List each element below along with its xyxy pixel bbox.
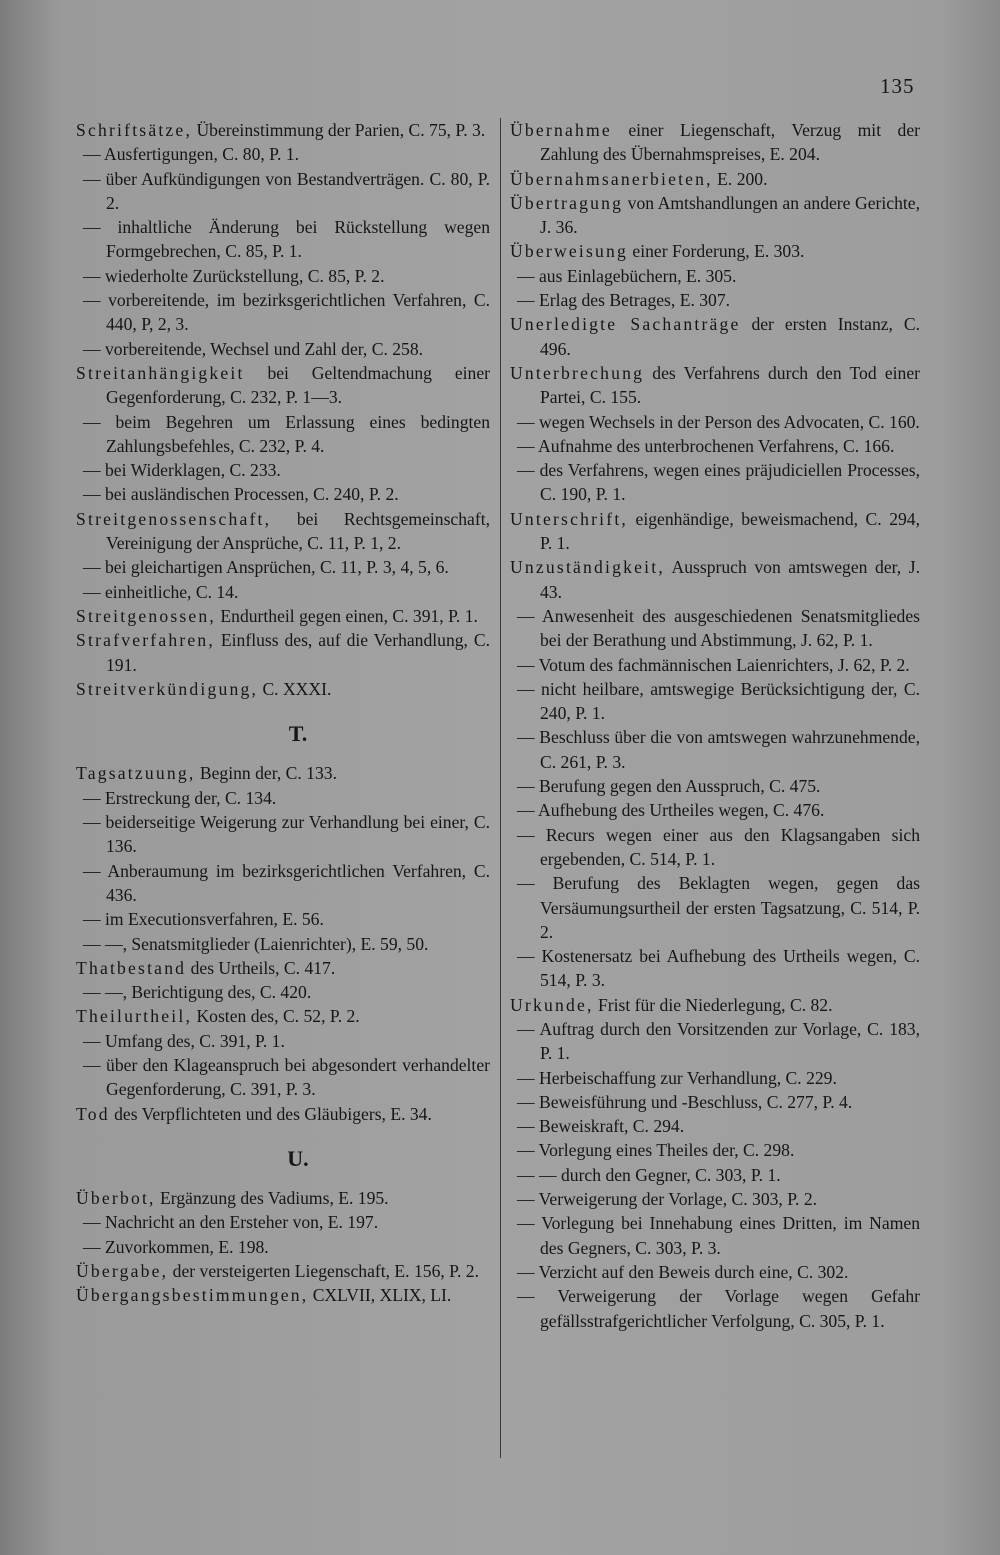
index-subentry bbox=[76, 980, 490, 1004]
entry-headword: Schriftsätze, bbox=[76, 120, 193, 140]
entry-text: — Recurs wegen einer aus den Klagsangaben sich ergebenden, C. 514, P. 1. bbox=[517, 824, 920, 869]
index-subentry bbox=[76, 555, 490, 579]
index-subentry bbox=[510, 1066, 920, 1090]
index-subentry bbox=[510, 1163, 920, 1187]
entry-text: — vorbereitende, im bezirksgerichtlichen Verfahren, C. 440, P, 2, 3. bbox=[83, 290, 490, 335]
entry-text: Ergänzung des Vadiums, E. 195. bbox=[155, 1188, 389, 1209]
entry-text: Kosten des, C. 52, P. 2. bbox=[192, 1006, 360, 1027]
entry-text: Beginn der, C. 133. bbox=[195, 763, 337, 784]
entry-text: — Erlag des Betrages, E. 307. bbox=[517, 290, 731, 311]
entry-text: — Anberaumung im bezirksgerichtlichen Verfahren, C. 436. bbox=[83, 860, 490, 905]
index-entry bbox=[76, 1102, 490, 1126]
entry-headword: Streitgenossenschaft, bbox=[76, 508, 272, 529]
entry-text: — Nachricht an den Ersteher von, E. 197. bbox=[83, 1212, 379, 1233]
entry-headword: Unzuständigkeit, bbox=[510, 557, 665, 578]
entry-text: — vorbereitende, Wechsel und Zahl der, C. 258. bbox=[83, 338, 424, 359]
index-subentry bbox=[76, 1210, 490, 1234]
index-subentry bbox=[510, 823, 920, 872]
index-subentry bbox=[76, 337, 490, 361]
right-column bbox=[510, 118, 920, 1333]
entry-text: — bei Widerklagen, C. 233. bbox=[83, 460, 281, 481]
index-subentry bbox=[76, 580, 490, 604]
index-subentry bbox=[510, 1211, 920, 1260]
entry-headword: Tod bbox=[76, 1103, 110, 1124]
index-entry bbox=[510, 361, 920, 410]
index-entry bbox=[76, 1186, 490, 1210]
entry-text: — inhaltliche Änderung bei Rückstellung wegen Formgebrechen, C. 85, P. 1. bbox=[83, 217, 490, 262]
entry-text: — Beweiskraft, C. 294. bbox=[517, 1116, 685, 1137]
entry-headword: Übertragung bbox=[510, 192, 624, 213]
index-subentry bbox=[510, 288, 920, 312]
entry-text: — Auftrag durch den Vorsitzenden zur Vorlage, C. 183, P. 1. bbox=[517, 1018, 920, 1064]
entry-text: — Kostenersatz bei Aufhebung des Urtheils wegen, C. 514, P. 3. bbox=[517, 946, 920, 991]
index-subentry bbox=[510, 798, 920, 822]
entry-text: bei Geltendmachung einer Gegenforderung, C. 232, P. 1—3. bbox=[106, 362, 490, 408]
index-entry bbox=[76, 604, 490, 628]
index-entry bbox=[510, 507, 920, 556]
entry-headword: Streitgenossen, bbox=[76, 605, 217, 626]
entry-headword: Unterschrift, bbox=[510, 508, 629, 529]
entry-text: — über Aufkündigungen von Bestandverträgen. C. 80, P. 2. bbox=[83, 168, 490, 213]
entry-text: — Erstreckung der, C. 134. bbox=[83, 787, 277, 808]
entry-headword: Strafverfahren, bbox=[76, 630, 215, 651]
entry-text: — —, Senatsmitglieder (Laienrichter), E. 59, 50. bbox=[83, 933, 429, 954]
index-entry bbox=[76, 628, 490, 677]
index-subentry bbox=[510, 1284, 920, 1333]
entry-headword: Streitverkündigung, bbox=[76, 678, 259, 699]
index-entry bbox=[510, 191, 920, 240]
entry-text: von Amtshandlungen an andere Gerichte, J. 36. bbox=[540, 192, 920, 238]
entry-text: der ersten Instanz, C. 496. bbox=[540, 314, 920, 359]
index-subentry bbox=[76, 1029, 490, 1053]
index-subentry bbox=[510, 434, 920, 458]
index-subentry bbox=[510, 677, 920, 726]
index-entry bbox=[510, 167, 920, 191]
entry-text: — Aufnahme des unterbrochenen Verfahrens, C. 166. bbox=[517, 435, 895, 456]
index-subentry bbox=[510, 774, 920, 798]
index-subentry bbox=[510, 1138, 920, 1162]
index-subentry bbox=[510, 944, 920, 993]
entry-text: — einheitliche, C. 14. bbox=[83, 581, 239, 602]
entry-text: — Verweigerung der Vorlage, C. 303, P. 2. bbox=[517, 1189, 818, 1210]
entry-text: des Urtheils, C. 417. bbox=[186, 957, 336, 978]
entry-headword: Übergabe, bbox=[76, 1261, 169, 1282]
entry-text: des Verfahrens durch den Tod einer Partei, C. 155. bbox=[540, 362, 920, 408]
index-subentry bbox=[76, 907, 490, 931]
index-entry bbox=[510, 118, 920, 167]
entry-text: — des Verfahrens, wegen eines präjudiciellen Processes, C. 190, P. 1. bbox=[517, 460, 920, 505]
entry-text: — Berufung des Beklagten wegen, gegen das Versäumungsurtheil der ersten Tagsatzung, C. 514, P. 2. bbox=[517, 873, 920, 942]
entry-text: — Umfang des, C. 391, P. 1. bbox=[83, 1030, 285, 1051]
entry-text: — Verzicht auf den Beweis durch eine, C. 302. bbox=[517, 1261, 849, 1282]
left-column bbox=[76, 118, 490, 1308]
entry-headword: Unterbrechung bbox=[510, 362, 645, 383]
index-entry bbox=[510, 993, 920, 1017]
entry-text: Ausspruch von amtswegen der, J. 43. bbox=[540, 557, 920, 602]
index-subentry bbox=[76, 1053, 490, 1102]
entry-text: — über den Klageanspruch bei abgesondert verhandelter Gegenforderung, C. 391, P. 3. bbox=[83, 1054, 490, 1100]
entry-text: — wegen Wechsels in der Person des Advocaten, C. 160. bbox=[517, 411, 920, 432]
index-entry bbox=[510, 555, 920, 604]
section-letter: T. bbox=[288, 721, 308, 747]
index-subentry bbox=[76, 215, 490, 264]
entry-text: CXLVII, XLIX, LI. bbox=[308, 1285, 452, 1306]
entry-headword: Übernahmsanerbieten, bbox=[510, 168, 713, 189]
index-subentry bbox=[510, 410, 920, 434]
index-subentry bbox=[76, 167, 490, 216]
index-subentry bbox=[510, 264, 920, 288]
entry-headword: Unerledigte Sachanträge bbox=[510, 314, 741, 335]
entry-text: — wiederholte Zurückstellung, C. 85, P. 2. bbox=[83, 265, 385, 286]
index-subentry bbox=[510, 1114, 920, 1138]
entry-text: — bei ausländischen Processen, C. 240, P. 2. bbox=[83, 484, 399, 505]
index-subentry bbox=[76, 458, 490, 482]
entry-text: — aus Einlagebüchern, E. 305. bbox=[517, 265, 737, 286]
entry-headword: Übergangsbestimmungen, bbox=[76, 1285, 309, 1306]
index-subentry bbox=[76, 264, 490, 288]
index-subentry bbox=[76, 142, 490, 166]
index-entry bbox=[510, 239, 920, 263]
index-entry bbox=[76, 1259, 490, 1283]
entry-text: Übereinstimmung der Parien, C. 75, P. 3. bbox=[192, 120, 486, 140]
entry-text: Einfluss des, auf die Verhandlung, C. 191. bbox=[106, 630, 490, 675]
entry-text: — bei gleichartigen Ansprüchen, C. 11, P. 3, 4, 5, 6. bbox=[83, 557, 449, 578]
index-entry bbox=[76, 956, 490, 980]
index-subentry bbox=[510, 1090, 920, 1114]
index-entry bbox=[76, 507, 490, 556]
entry-text: Frist für die Niederlegung, C. 82. bbox=[593, 994, 833, 1015]
index-subentry bbox=[76, 786, 490, 810]
entry-text: einer Forderung, E. 303. bbox=[628, 241, 805, 262]
entry-text: eigenhändige, beweismachend, C. 294, P. 1. bbox=[540, 508, 920, 554]
entry-text: — Vorlegung bei Innehabung eines Dritten, im Namen des Gegners, C. 303, P. 3. bbox=[517, 1213, 920, 1258]
entry-headword: Theilurtheil, bbox=[76, 1006, 193, 1027]
entry-text: — Berufung gegen den Ausspruch, C. 475. bbox=[517, 776, 821, 797]
entry-text: — beiderseitige Weigerung zur Verhandlung bei einer, C. 136. bbox=[83, 812, 490, 857]
entry-headword: Überweisung bbox=[510, 241, 629, 262]
index-entry bbox=[76, 677, 490, 701]
entry-text: Endurtheil gegen einen, C. 391, P. 1. bbox=[216, 605, 478, 626]
entry-text: des Verpflichteten und des Gläubigers, E. 34. bbox=[109, 1103, 432, 1124]
entry-headword: Streitanhängigkeit bbox=[76, 362, 245, 383]
index-subentry bbox=[76, 932, 490, 956]
entry-text: — im Executionsverfahren, E. 56. bbox=[83, 909, 324, 930]
entry-text: — Vorlegung eines Theiles der, C. 298. bbox=[517, 1140, 795, 1161]
entry-text: der versteigerten Liegenschaft, E. 156, P. 2. bbox=[168, 1261, 479, 1282]
entry-text: — nicht heilbare, amtswegige Berücksichtigung der, C. 240, P. 1. bbox=[517, 678, 920, 724]
page-number: 135 bbox=[880, 74, 915, 98]
entry-text: — — durch den Gegner, C. 303, P. 1. bbox=[517, 1164, 781, 1185]
entry-headword: Überbot, bbox=[76, 1188, 156, 1209]
entry-headword: Übernahme bbox=[510, 120, 612, 140]
index-subentry bbox=[76, 410, 490, 459]
entry-headword: Tagsatzuung, bbox=[76, 763, 196, 784]
entry-text: — Zuvorkommen, E. 198. bbox=[83, 1236, 269, 1257]
index-entry bbox=[76, 1283, 490, 1307]
index-subentry bbox=[510, 725, 920, 774]
index-subentry bbox=[510, 604, 920, 653]
entry-headword: Urkunde, bbox=[510, 994, 594, 1015]
index-subentry bbox=[510, 653, 920, 677]
entry-text: C. XXXI. bbox=[258, 678, 332, 699]
index-subentry bbox=[510, 871, 920, 944]
index-entry bbox=[76, 118, 490, 142]
index-subentry bbox=[76, 1235, 490, 1259]
index-subentry bbox=[76, 482, 490, 506]
entry-text: — Ausfertigungen, C. 80, P. 1. bbox=[83, 144, 300, 165]
column-divider bbox=[500, 118, 501, 1458]
entry-text: — Beschluss über die von amtswegen wahrzunehmende, C. 261, P. 3. bbox=[517, 727, 920, 772]
index-entry bbox=[510, 312, 920, 361]
entry-text: — —, Berichtigung des, C. 420. bbox=[83, 982, 312, 1003]
entry-text: bei Rechtsgemeinschaft, Vereinigung der Ansprüche, C. 11, P. 1, 2. bbox=[106, 508, 490, 554]
index-subentry bbox=[510, 1017, 920, 1066]
index-entry bbox=[76, 1004, 490, 1028]
index-subentry bbox=[76, 859, 490, 908]
entry-text: einer Liegenschaft, Verzug mit der Zahlung des Übernahmspreises, E. 204. bbox=[540, 120, 920, 165]
entry-text: E. 200. bbox=[712, 168, 768, 189]
section-letter: U. bbox=[287, 1145, 309, 1171]
index-subentry bbox=[76, 810, 490, 859]
entry-text: — Herbeischaffung zur Verhandlung, C. 229. bbox=[517, 1067, 837, 1088]
index-subentry bbox=[510, 458, 920, 507]
entry-headword: Thatbestand bbox=[76, 957, 187, 978]
entry-text: — Aufhebung des Urtheiles wegen, C. 476. bbox=[517, 800, 825, 821]
entry-text: — Verweigerung der Vorlage wegen Gefahr gefällsstrafgerichtlicher Verfolgung, C. 305, P. 1. bbox=[517, 1286, 920, 1331]
index-subentry bbox=[510, 1187, 920, 1211]
index-subentry bbox=[510, 1260, 920, 1284]
index-entry bbox=[76, 361, 490, 410]
index-subentry bbox=[76, 288, 490, 337]
index-entry bbox=[76, 761, 490, 785]
entry-text: — Votum des fachmännischen Laienrichters, J. 62, P. 2. bbox=[517, 654, 910, 675]
entry-text: — Beweisführung und -Beschluss, C. 277, P. 4. bbox=[517, 1091, 853, 1112]
entry-text: — beim Begehren um Erlassung eines bedingten Zahlungsbefehles, C. 232, P. 4. bbox=[83, 411, 490, 456]
entry-text: — Anwesenheit des ausgeschiedenen Senatsmitgliedes bei der Berathung und Abstimmung, J. 62, P. 1. bbox=[517, 605, 920, 651]
